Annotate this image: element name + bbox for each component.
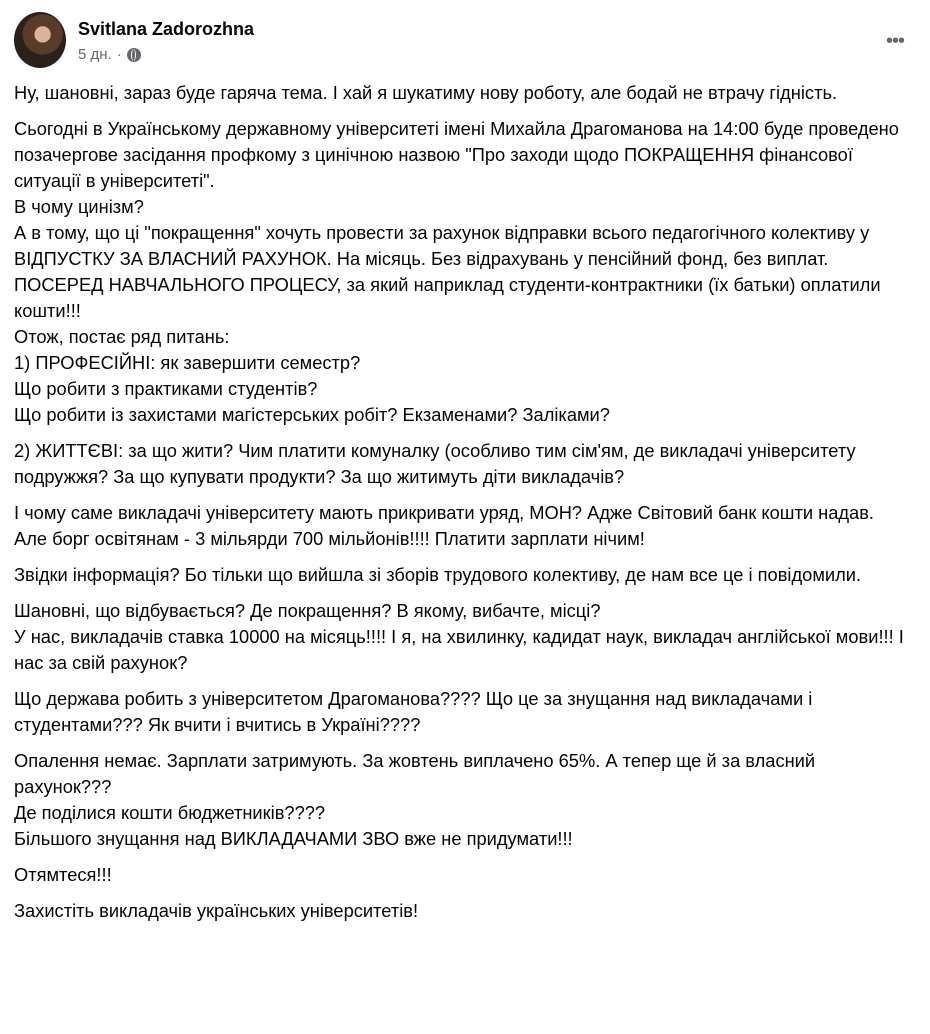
author-avatar[interactable] — [14, 12, 66, 68]
post-paragraph: Що держава робить з університетом Драгоманова???? Що це за знущання над викладачами і студентами??? Як вчити і вчитись в Україні???? — [14, 688, 813, 735]
post-paragraph: Сьогодні в Українському державному університеті імені Михайла Драгоманова на 14:00 буде проведено позачергове засідання профкому з цинічною назвою "Про заходи щодо ПОКРАЩЕННЯ фінансової ситуації в університеті". В чому цинізм? А в тому, що ці "покращення" хочуть провести за рахунок відправки всього педагогічного колективу у ВІДПУСТКУ ЗА ВЛАСНИЙ РАХУНОК. На місяць. Без відрахувань у пенсійний фонд, без виплат. ПОСЕРЕД НАВЧАЛЬНОГО ПРОЦЕСУ, за який наприклад студенти-контрактники (їх батьки) оплатили кошти!!! Отож, постає ряд питань: 1) ПРОФЕСІЙНІ: як завершити семестр? Що робити з практиками студентів? Що робити із захистами магістерських робіт? Екзаменами? Заліками? — [14, 118, 899, 425]
post-body — [0, 76, 922, 924]
more-options-button[interactable]: ••• — [885, 30, 904, 52]
post-paragraph: Ну, шановні, зараз буде гаряча тема. І хай я шукатиму нову роботу, але бодай не втрачу гідність. — [14, 82, 838, 103]
post-paragraph: Шановні, що відбувається? Де покращення? В якому, вибачте, місці? У нас, викладачів ставка 10000 на місяць!!!! І я, на хвилинку, кадидат наук, викладач англійської мови!!! І нас за свій рахунок? — [14, 600, 904, 673]
post-time[interactable]: 5 дн. — [78, 46, 112, 63]
post-paragraph: І чому саме викладачі університету мають прикривати уряд, МОН? Адже Світовий банк кошти надав. Але борг освітянам - 3 мільярди 700 мільйонів!!!! Платити зарплати нічим! — [14, 502, 875, 549]
post-meta — [78, 46, 141, 63]
post-paragraph: Звідки інформація? Бо тільки що вийшла зі зборів трудового колективу, де нам все це і повідомили. — [14, 564, 862, 585]
post-paragraph: 2) ЖИТТЄВІ: за що жити? Чим платити комуналку (особливо тим сім'ям, де викладачі університету подружжя? За що купувати продукти? За що житимуть діти викладачів? — [14, 440, 856, 487]
globe-icon — [127, 48, 141, 62]
author-name[interactable]: Svitlana Zadorozhna — [78, 19, 255, 39]
post-paragraph: Опалення немає. Зарплати затримують. За жовтень виплачено 65%. А тепер ще й за власний рахунок??? Де поділися кошти бюджетників???? Більшого знущання над ВИКЛАДАЧАМИ ЗВО вже не придумати!!! — [14, 750, 816, 849]
post-paragraph: Отямтеся!!! — [14, 864, 112, 885]
post-paragraph: Захистіть викладачів українських університетів! — [14, 900, 419, 921]
post-header — [0, 0, 930, 76]
meta-separator: · — [116, 46, 122, 63]
